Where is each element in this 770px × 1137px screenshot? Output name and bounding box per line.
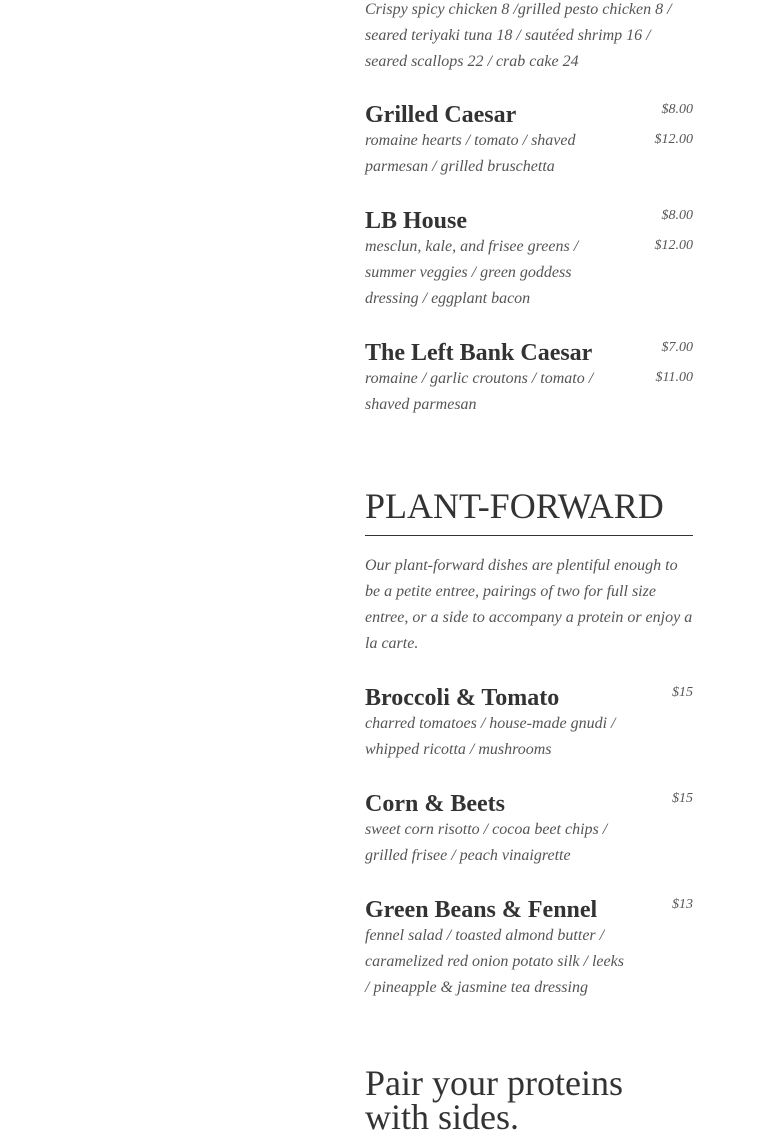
price-small: $8.00 bbox=[661, 208, 693, 223]
section-title-pair-sides: Pair your proteins with sides. bbox=[365, 1063, 623, 1137]
price-small: $8.00 bbox=[661, 102, 693, 117]
price: $15 bbox=[672, 685, 693, 700]
price: $15 bbox=[672, 791, 693, 806]
menu-item-broccoli-tomato bbox=[365, 685, 693, 763]
menu-item-description: romaine / garlic croutons / tomato / shaved parmesan bbox=[365, 370, 594, 413]
menu-item-description: fennel salad / toasted almond butter / caramelized red onion potato silk / leeks / pineapple & jasmine tea dressing bbox=[365, 927, 624, 996]
menu-item-name: Grilled Caesar bbox=[365, 102, 517, 128]
menu-item-name: The Left Bank Caesar bbox=[365, 340, 593, 366]
menu-item-prices bbox=[672, 685, 693, 715]
menu-item-prices bbox=[655, 208, 694, 268]
menu-item-left-bank-caesar bbox=[365, 340, 693, 418]
menu-item-prices bbox=[672, 791, 693, 821]
menu-item-prices bbox=[656, 340, 693, 400]
menu-item-description: charred tomatoes / house-made gnudi / whipped ricotta / mushrooms bbox=[365, 715, 616, 758]
menu-item-name: Broccoli & Tomato bbox=[365, 685, 560, 711]
menu-item-green-beans-fennel bbox=[365, 897, 693, 1001]
menu-item-description: mesclun, kale, and frisee greens / summer veggies / green goddess dressing / eggplant bacon bbox=[365, 238, 579, 307]
menu-item-grilled-caesar bbox=[365, 102, 693, 180]
menu-item-name: LB House bbox=[365, 208, 468, 234]
menu-item-name: Corn & Beets bbox=[365, 791, 505, 817]
menu-item-lb-house bbox=[365, 208, 693, 312]
section-intro: Our plant-forward dishes are plentiful enough to be a petite entree, pairings of two for full size entree, or a side to accompany a protein or enjoy a la carte. bbox=[365, 557, 693, 652]
price: $13 bbox=[672, 897, 693, 912]
menu-item-prices bbox=[672, 897, 693, 927]
section-title-plant-forward: PLANT-FORWARD bbox=[365, 486, 693, 536]
menu-item-prices bbox=[655, 102, 694, 162]
menu-item-name: Green Beans & Fennel bbox=[365, 897, 598, 923]
price-large: $12.00 bbox=[654, 238, 693, 253]
price-large: $11.00 bbox=[655, 370, 693, 385]
menu-item-description: romaine hearts / tomato / shaved parmesan / grilled bruschetta bbox=[365, 132, 576, 175]
menu-item-description: sweet corn risotto / cocoa beet chips / grilled frisee / peach vinaigrette bbox=[365, 821, 608, 864]
price-large: $12.00 bbox=[654, 132, 693, 147]
menu-item-corn-beets bbox=[365, 791, 693, 869]
price-small: $7.00 bbox=[661, 340, 693, 355]
menu-column bbox=[365, 0, 693, 1137]
proteins-note: Crispy spicy chicken 8 /grilled pesto chicken 8 / seared teriyaki tuna 18 / sautéed shrimp 16 / seared scallops 22 / crab cake 24 bbox=[365, 1, 672, 70]
